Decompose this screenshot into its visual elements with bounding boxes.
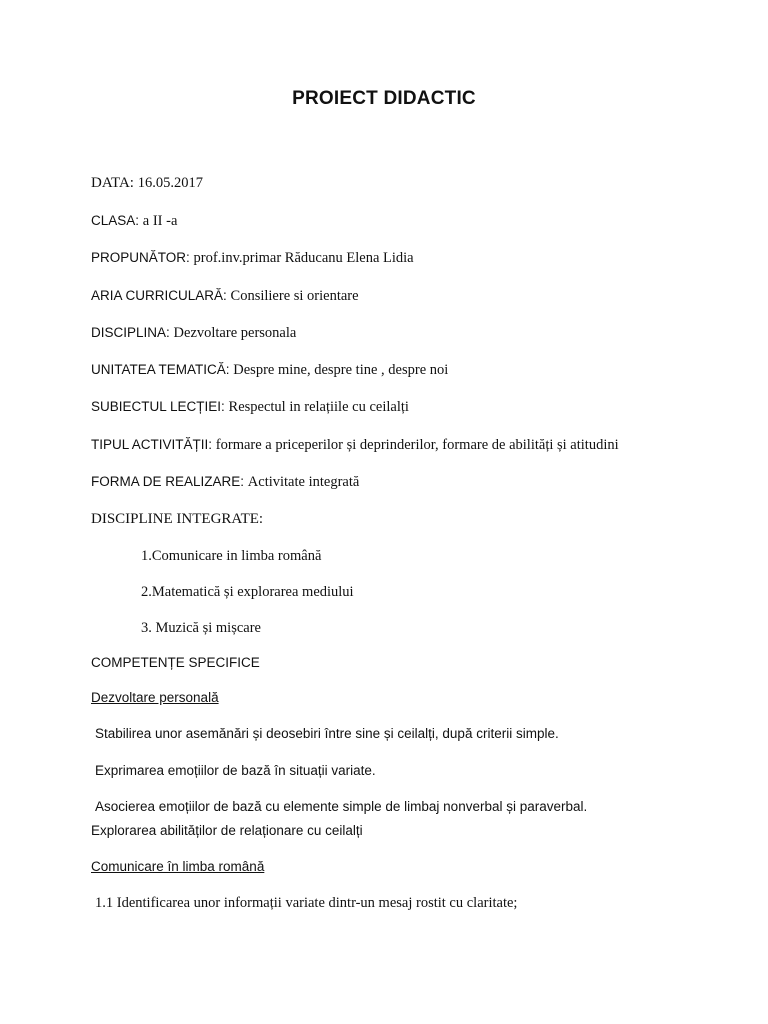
competenta-text: Stabilirea unor asemănări și deosebiri între sine și ceilalți, după criterii simple. xyxy=(95,726,559,741)
field-forma xyxy=(91,473,359,491)
competenta-text: Asocierea emoțiilor de bază cu elemente simple de limbaj nonverbal și paraverbal. xyxy=(95,799,588,814)
field-tipul xyxy=(91,436,619,454)
field-value: formare a priceperilor și deprinderilor, formare de abilități și atitudini xyxy=(215,437,619,453)
competenta-item: 1.1 Identificarea unor informații variate dintr-un mesaj rostit cu claritate; xyxy=(95,895,518,911)
dezvoltare-heading-text: Dezvoltare personală xyxy=(91,690,219,705)
field-clasa xyxy=(91,212,177,230)
competenta-text: Exprimarea emoțiilor de bază în situații variate. xyxy=(95,763,376,778)
discipline-heading-text: DISCIPLINE INTEGRATE: xyxy=(91,511,264,527)
field-value: Despre mine, despre tine , despre noi xyxy=(233,362,449,378)
competenta-item xyxy=(95,762,376,780)
field-value: Respectul in relațiile cu ceilalți xyxy=(228,399,409,415)
field-label: ARIA CURRICULARĂ: xyxy=(91,288,227,303)
competenta-item xyxy=(95,725,559,743)
field-label: UNITATEA TEMATICĂ: xyxy=(91,362,230,377)
competente-heading-text: COMPETENȚE SPECIFICE xyxy=(91,655,260,670)
comunicare-heading-text: Comunicare în limba română xyxy=(91,859,265,874)
competenta-text: Explorarea abilităților de relaționare cu ceilalți xyxy=(91,823,363,838)
field-unitatea xyxy=(91,361,448,379)
field-label: SUBIECTUL LECȚIEI: xyxy=(91,399,225,414)
competenta-item xyxy=(95,798,587,816)
discipline-item: 3. Muzică și mișcare xyxy=(141,620,261,636)
document-title: PROIECT DIDACTIC xyxy=(292,88,476,109)
field-label: FORMA DE REALIZARE: xyxy=(91,474,245,489)
field-subiectul xyxy=(91,398,409,416)
discipline-heading xyxy=(91,510,263,528)
field-label: DISCIPLINA: xyxy=(91,325,170,340)
field-label: PROPUNĂTOR: xyxy=(91,250,190,265)
field-label: CLASA: xyxy=(91,213,140,228)
field-label: DATA: xyxy=(91,175,134,191)
discipline-item: 2.Matematică și explorarea mediului xyxy=(141,584,354,600)
field-propunator xyxy=(91,249,414,267)
field-value: Activitate integrată xyxy=(247,474,360,490)
field-label: TIPUL ACTIVITĂȚII: xyxy=(91,437,213,452)
comunicare-heading xyxy=(91,858,264,876)
field-value: 16.05.2017 xyxy=(137,175,203,191)
dezvoltare-heading xyxy=(91,689,219,707)
field-value: Dezvoltare personala xyxy=(173,325,297,341)
field-value: Consiliere si orientare xyxy=(230,288,359,304)
field-data xyxy=(91,174,203,192)
field-aria xyxy=(91,287,359,305)
field-value: prof.inv.primar Răducanu Elena Lidia xyxy=(193,250,414,266)
competente-heading xyxy=(91,654,260,672)
field-disciplina xyxy=(91,324,296,342)
field-value: a II -a xyxy=(142,213,178,229)
discipline-item: 1.Comunicare in limba română xyxy=(141,548,322,564)
competenta-item xyxy=(91,822,363,840)
